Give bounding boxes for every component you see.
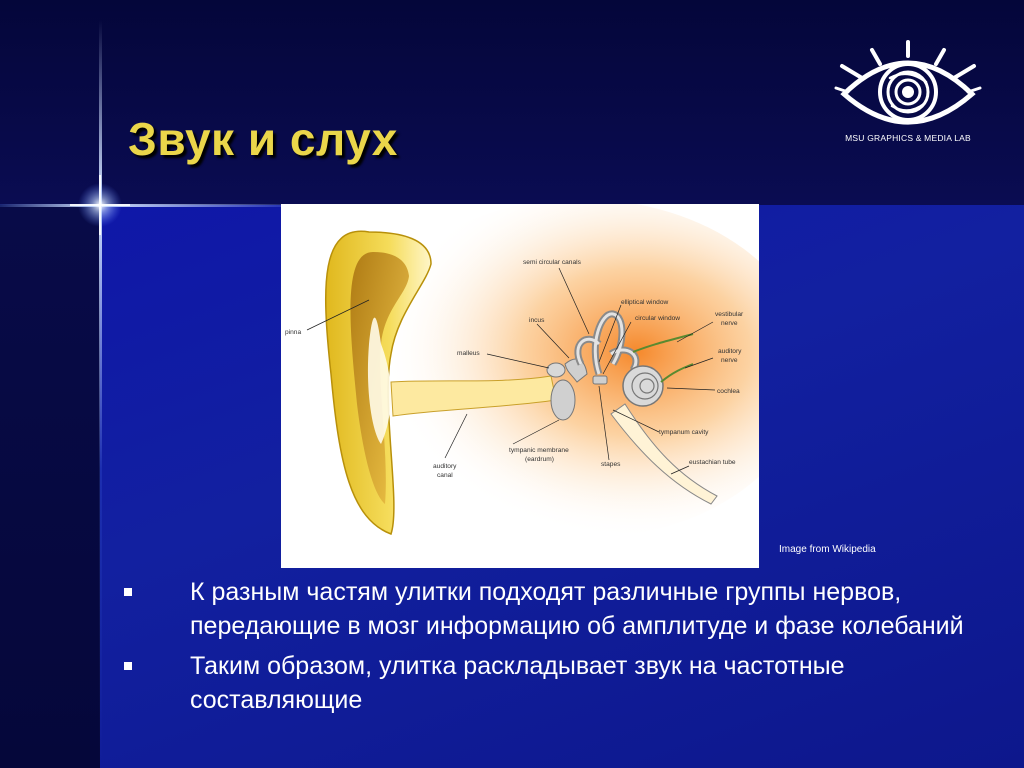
label-semi-circular-canals: semi circular canals <box>523 259 581 266</box>
image-credit: Image from Wikipedia <box>779 544 876 555</box>
ear-diagram <box>281 204 759 568</box>
label-circular-window: circular window <box>635 315 681 322</box>
label-vestibular-nerve-1: vestibular <box>715 311 744 318</box>
label-pinna: pinna <box>285 329 302 336</box>
label-elliptical-window: elliptical window <box>621 299 669 306</box>
stapes-shape <box>593 376 607 384</box>
bullet-item <box>120 575 980 643</box>
label-auditory-canal-1: auditory <box>433 463 457 470</box>
msu-graphics-logo-icon <box>832 38 984 146</box>
horizontal-accent-line <box>0 204 300 207</box>
slide-title: Звук и слух <box>128 113 398 165</box>
left-panel <box>0 205 100 768</box>
bullet-text: К разным частям улитки подходят различные группы нервов, передающие в мозг информацию об амплитуде и фазе колебаний <box>190 578 964 640</box>
label-tympanum-cavity: tympanum cavity <box>659 429 709 436</box>
sparkle-icon <box>70 175 130 235</box>
label-auditory-nerve-1: auditory <box>718 348 742 355</box>
square-bullet-icon <box>124 588 132 596</box>
logo-caption: MSU GRAPHICS & MEDIA LAB <box>845 133 971 143</box>
label-auditory-canal-2: canal <box>437 472 453 479</box>
bullet-list <box>120 575 980 723</box>
malleus-shape <box>547 363 565 377</box>
label-tympanic-membrane-1: tympanic membrane <box>509 447 569 454</box>
label-cochlea: cochlea <box>717 388 740 395</box>
label-malleus: malleus <box>457 350 480 357</box>
label-eustachian-tube: eustachian tube <box>689 459 736 466</box>
label-vestibular-nerve-2: nerve <box>721 320 738 327</box>
label-tympanic-membrane-2: (eardrum) <box>525 456 554 463</box>
label-auditory-nerve-2: nerve <box>721 357 738 364</box>
vertical-accent-line <box>99 20 102 768</box>
label-incus: incus <box>529 317 545 324</box>
label-stapes: stapes <box>601 461 621 468</box>
bullet-item <box>120 649 980 717</box>
eardrum-shape <box>551 380 575 420</box>
square-bullet-icon <box>124 662 132 670</box>
cochlea-shape <box>623 366 663 406</box>
bullet-text: Таким образом, улитка раскладывает звук на частотные составляющие <box>190 652 845 714</box>
